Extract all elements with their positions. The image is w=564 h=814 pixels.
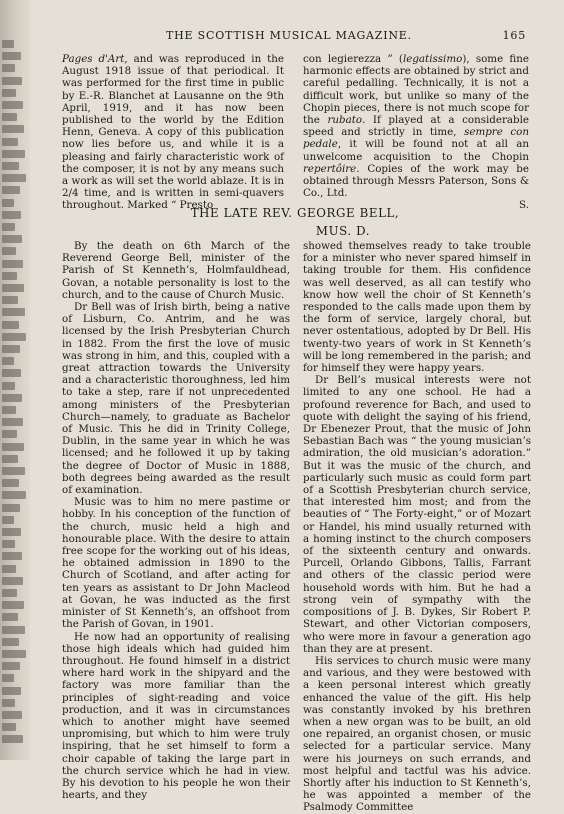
gutter-text-fragment <box>2 101 23 109</box>
article-left-column <box>62 240 290 801</box>
gutter-text-fragment <box>2 125 24 133</box>
paragraph: His services to church music were many and various, and they were bestowed with a keen personal interest which greatly enhanced the value of the gift. His help was constantly invoked by his brethren when a new organ was to be built, an old one repaired, an organist chosen, or music selected for a particular service. Many were his journeys on such errands, and most helpful and tactful was his advice. Shortly after his induction to St Kenneth’s, he was appointed a member of the Psalmody Committee <box>303 654 531 814</box>
gutter-text-fragment <box>2 613 18 621</box>
gutter-text-fragment <box>2 260 23 268</box>
gutter-text-fragment <box>2 247 16 255</box>
author-signature: S. <box>519 199 529 212</box>
gutter-text-fragment <box>2 687 21 695</box>
gutter-text-fragment <box>2 418 23 426</box>
magazine-page <box>34 0 556 814</box>
gutter-text-fragment <box>2 211 21 219</box>
gutter-text-fragment <box>2 64 15 72</box>
gutter-text-fragment <box>2 430 17 438</box>
paragraph: By the death on 6th March of the Reverend George Bell, minister of the Parish of St Kenneth’s, Holmfauldhead, Govan, a notable personality is lost to the church, and to the cause of Church Music. <box>62 240 290 301</box>
previous-article-right-column <box>303 53 529 212</box>
gutter-text-fragment <box>2 589 17 597</box>
paragraph: Music was to him no mere pastime or hobby. In his conception of the function of the church, music held a high and honourable place. With the desire to attain free scope for the working out of his ideas, he obtained admission in 1890 to the Church of Scotland, and after acting for ten years as assistant to Dr John Macleod at Govan, he was inducted as the first minister of St Kenneth’s, an offshoot from the Parish of Govan, in 1901. <box>62 496 290 631</box>
page-number: 165 <box>502 29 526 42</box>
gutter-text-fragment <box>2 650 26 658</box>
gutter-text-fragment <box>2 308 25 316</box>
gutter-text-fragment <box>2 662 20 670</box>
gutter-text-fragment <box>2 504 20 512</box>
gutter-text-fragment <box>2 174 26 182</box>
adjacent-page-edge <box>0 0 30 760</box>
gutter-text-fragment <box>2 674 14 682</box>
article-title-line: THE LATE REV. GEORGE BELL, <box>190 206 400 220</box>
gutter-text-fragment <box>2 528 21 536</box>
paragraph: showed themselves ready to take trouble for a minister who never spared himself in taking trouble for them. His confidence was well deserved, as all can testify who know how well the choir of St Kenneth’s responded to the calls made upon them by the form of service, largely choral, but never ostentatious, adopted by Dr Bell. His twenty-two years of work in St Kenneth’s will be long remembered in the parish; and for himself they were happy years. <box>303 240 531 375</box>
gutter-text-fragment <box>2 601 24 609</box>
gutter-text-fragment <box>2 565 16 573</box>
gutter-text-fragment <box>2 162 19 170</box>
continued-paragraph: con legierezza ” (legatissimo), some fine harmonic effects are obtained by strict and careful pedalling. Technically, it is not a difficult work, but unlike so many of the Chopin pieces, there is not much scope for the rubato. If played at a considerable speed and strictly in time, sempre con pedale, it will be found not at all an unwelcome acquisition to the Chopin repertôire. Copies of the work may be obtained through Messrs Paterson, Sons & Co., Ltd. <box>303 53 529 200</box>
running-title: THE SCOTTISH MUSICAL MAGAZINE. <box>166 29 412 42</box>
gutter-text-fragment <box>2 284 24 292</box>
gutter-text-fragment <box>2 467 25 475</box>
gutter-text-fragment <box>2 186 20 194</box>
gutter-text-fragment <box>2 321 19 329</box>
continued-paragraph: Pages d'Art, and was reproduced in the August 1918 issue of that periodical. It was performed for the first time in public by E.-R. Blanchet at Lausanne on the 9th April, 1919, and it has now been published to the world by the Edition Henn, Geneva. A copy of this publication now lies before us, and while it is a pleasing and fairly characteristic work of the composer, it is not by any means such a work as will set the world ablaze. It is in 2/4 time, and is written in semi-quavers throughout. Marked “ Presto <box>62 53 284 212</box>
gutter-text-fragment <box>2 345 20 353</box>
gutter-text-fragment <box>2 479 19 487</box>
gutter-text-fragment <box>2 40 14 48</box>
gutter-text-fragment <box>2 638 19 646</box>
gutter-text-fragment <box>2 89 16 97</box>
gutter-text-fragment <box>2 699 15 707</box>
gutter-text-fragment <box>2 52 21 60</box>
gutter-text-fragment <box>2 296 18 304</box>
gutter-text-fragment <box>2 272 17 280</box>
gutter-text-fragment <box>2 357 14 365</box>
gutter-text-fragment <box>2 223 15 231</box>
gutter-text-fragment <box>2 443 24 451</box>
page-header <box>34 29 556 45</box>
article-title <box>34 204 556 240</box>
gutter-text-fragment <box>2 394 22 402</box>
gutter-text-fragment <box>2 552 22 560</box>
gutter-text-fragment <box>2 723 16 731</box>
gutter-text-fragment <box>2 455 18 463</box>
gutter-text-fragment <box>2 113 17 121</box>
gutter-text-fragment <box>2 577 23 585</box>
gutter-text-fragment <box>2 491 26 499</box>
gutter-text-fragment <box>2 369 21 377</box>
gutter-text-fragment <box>2 540 15 548</box>
paragraph: He now had an opportunity of realising those high ideals which had guided him throughout. He found himself in a district where hard work in the shipyard and the factory was more familiar than the principles of sight-reading and voice production, and it was in circumstances which to another might have seemed unpromising, but which to him were truly inspiring, that he set himself to form a choir capable of taking the large part in the church service which he had in view. By his devotion to his people he won their hearts, and they <box>62 630 290 802</box>
gutter-text-fragment <box>2 150 25 158</box>
gutter-text-fragment <box>2 516 14 524</box>
article-right-column <box>303 240 531 814</box>
gutter-text-fragment <box>2 382 15 390</box>
gutter-text-fragment <box>2 406 16 414</box>
paragraph: Dr Bell’s musical interests were not limited to any one school. He had a profound reverence for Bach, and used to quote with delight the saying of his friend, Dr Ebenezer Prout, that the music of John Sebastian Bach was “ the young musician’s admiration, the old musician’s adoration.” But it was the music of the church, and particularly such music as could form part of a Scottish Presbyterian church service, that interested him most; and from the beauties of “ The Forty-eight,” or of Mozart or Handel, his mind usually returned with a homing instinct to the church composers of the sixteenth century and onwards. Purcell, Orlando Gibbons, Tallis, Farrant and others of the classic period were household words with him. But he had a strong vein of sympathy with the compositions of J. B. Dykes, Sir Robert P. Stewart, and other Victorian composers, who were more in favour a generation ago than they are at present. <box>303 374 531 655</box>
gutter-text-fragment <box>2 138 18 146</box>
gutter-text-fragment <box>2 77 22 85</box>
gutter-text-fragment <box>2 235 22 243</box>
gutter-text-fragment <box>2 735 23 743</box>
gutter-text-fragment <box>2 199 14 207</box>
previous-article-left-column <box>62 53 284 212</box>
paragraph: Dr Bell was of Irish birth, being a native of Lisburn, Co. Antrim, and he was licensed by the Irish Presbyterian Church in 1882. From the first the love of music was strong in him, and this, coupled with a great attraction towards the University and a characteristic thoroughness, led him to take a step, rare if not unprecedented among ministers of the Presbyterian Church—namely, to graduate as Bachelor of Music. This he did in Trinity College, Dublin, in the same year in which he was licensed; and he followed it up by taking the degree of Doctor of Music in 1888, both degrees being awarded as the result of examination. <box>62 301 290 497</box>
gutter-text-fragment <box>2 711 22 719</box>
gutter-text-fragment <box>2 626 25 634</box>
article-title-line: MUS. D. <box>315 224 371 238</box>
gutter-text-fragment <box>2 333 26 341</box>
